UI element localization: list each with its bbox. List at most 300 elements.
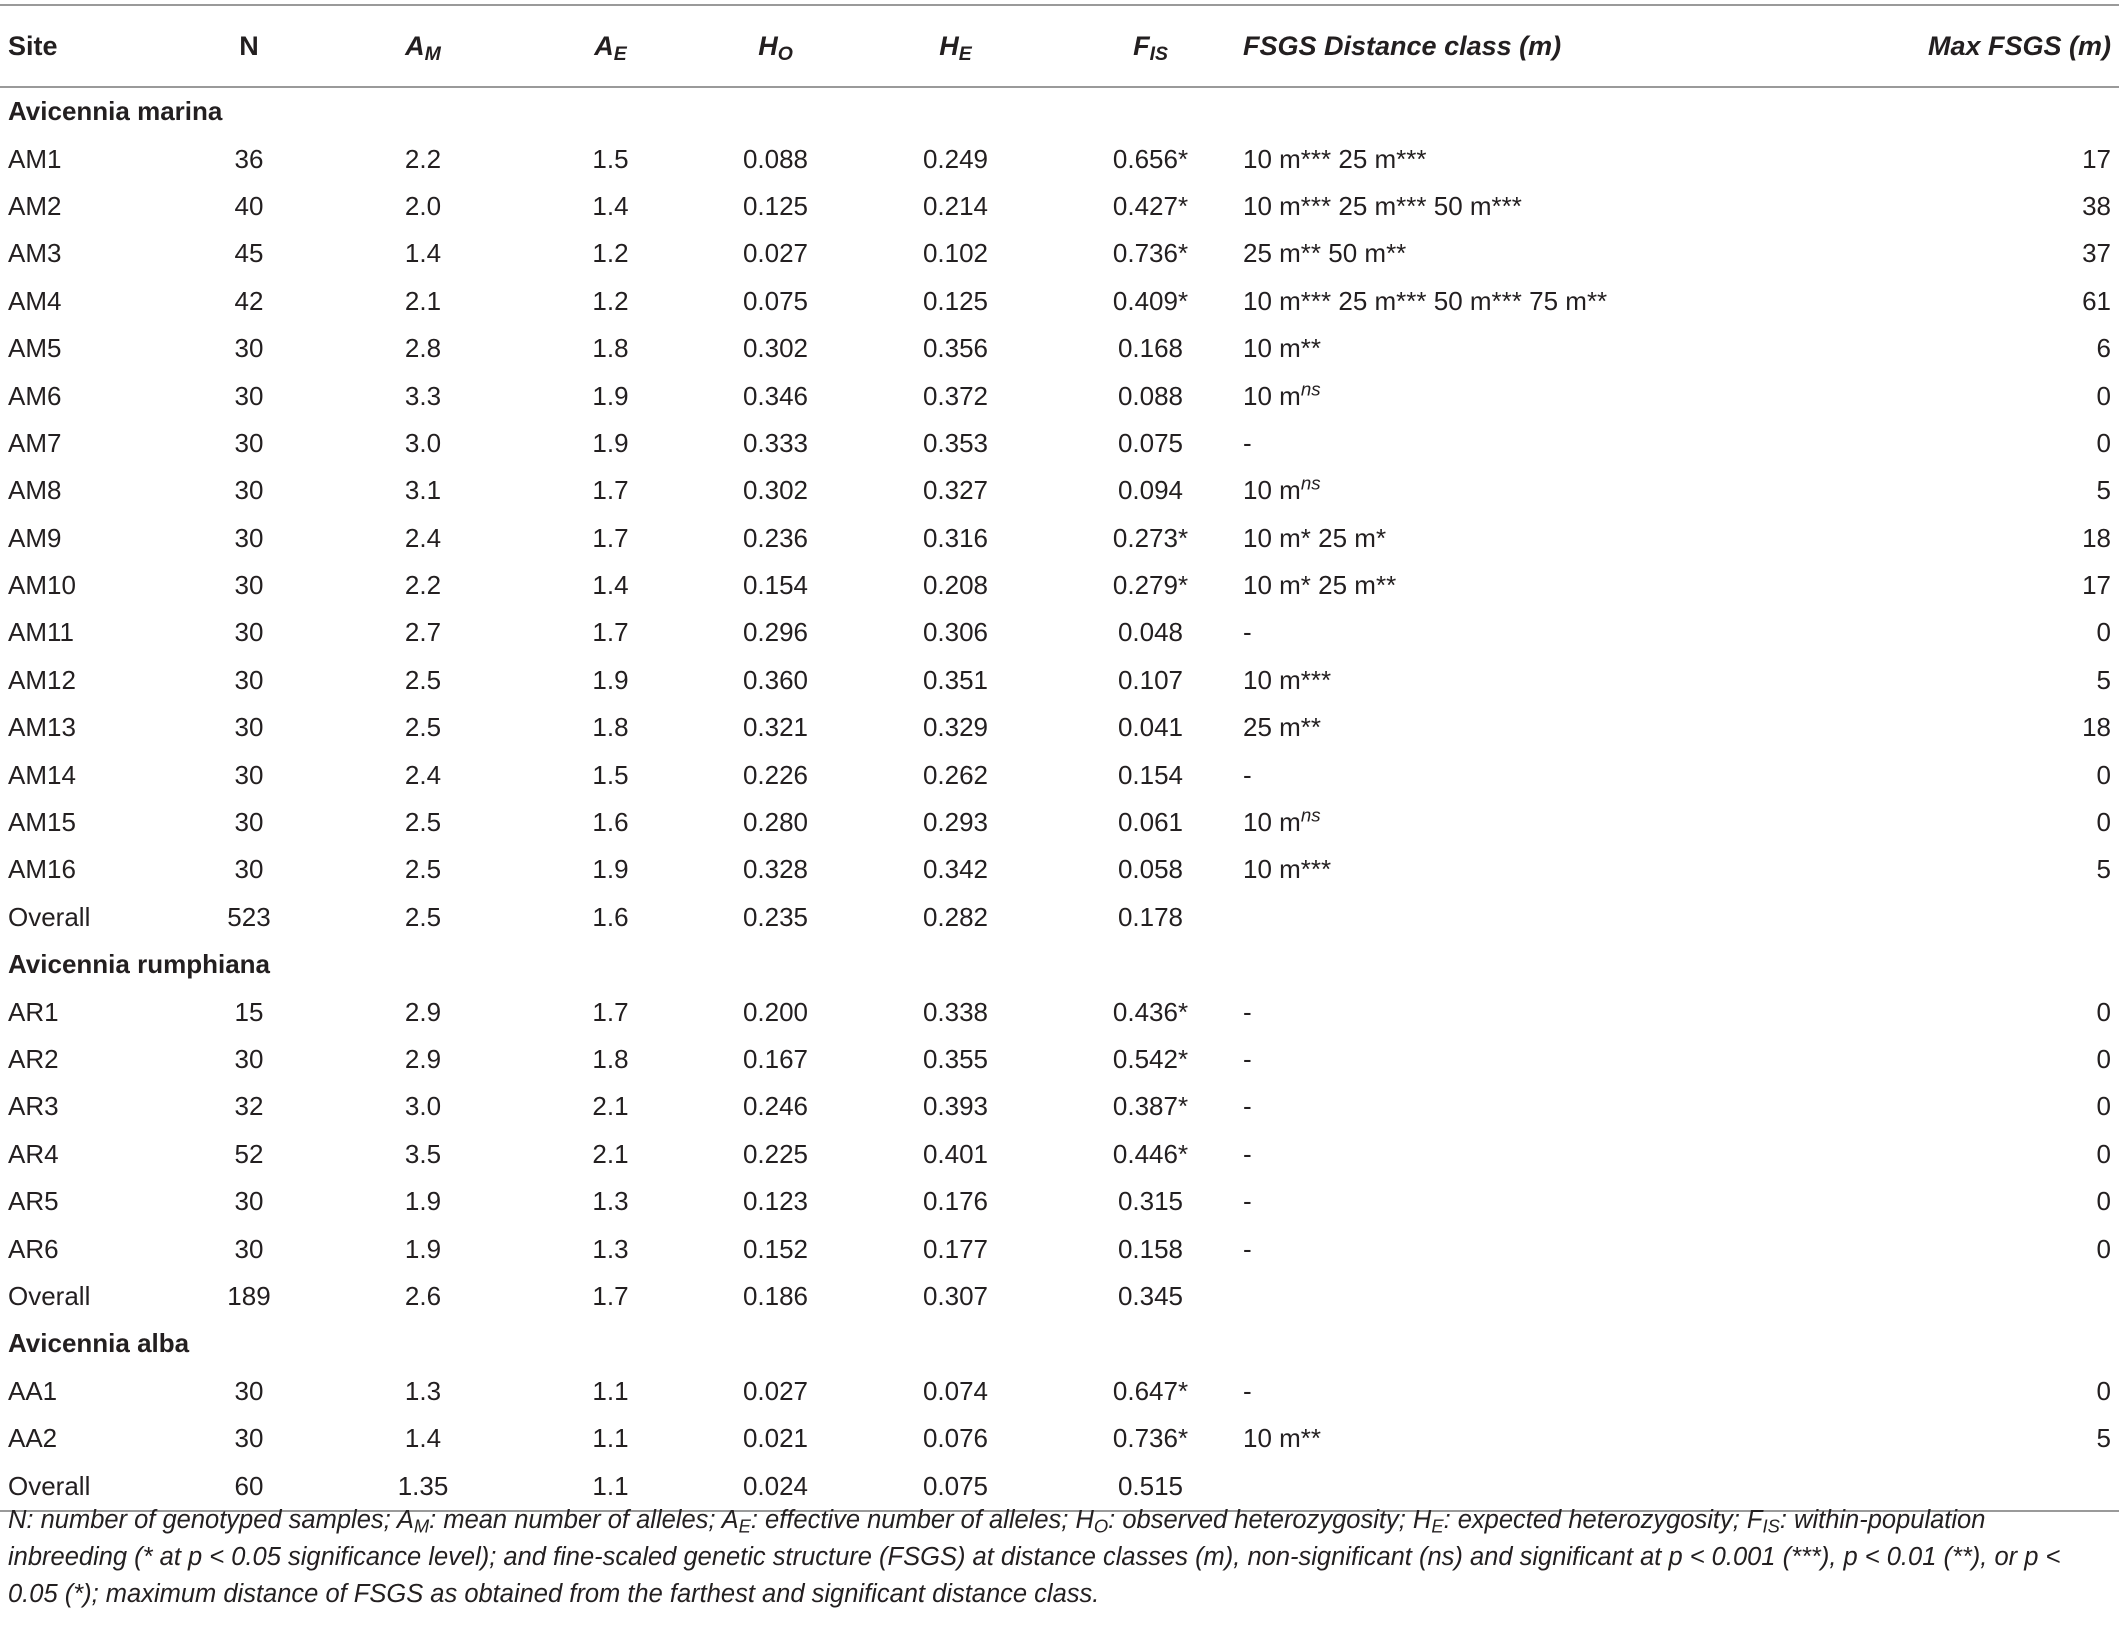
cell-site: AR3 <box>8 1091 59 1122</box>
cell-fis: 0.058 <box>1117 854 1184 885</box>
cell-ae: 1.4 <box>592 190 629 221</box>
cell-max-fsgs: 18 <box>2082 712 2111 743</box>
table-row <box>0 183 2119 230</box>
cell-fis: 0.041 <box>1117 712 1184 743</box>
table-row <box>0 1083 2119 1130</box>
cell-am: 2.9 <box>404 1044 442 1074</box>
table-row <box>0 609 2119 656</box>
cell-n: 30 <box>234 1186 264 1217</box>
cell-fis: 0.075 <box>1117 427 1184 458</box>
cell-distance-class <box>1243 894 1769 941</box>
cell-am: 1.9 <box>404 1186 442 1217</box>
cell-max-fsgs: 0 <box>2096 1044 2111 1074</box>
table-row <box>0 278 2119 325</box>
distance-text: 25 m** 50 m** <box>1243 238 1407 269</box>
distance-text: - <box>1243 1091 1252 1122</box>
cell-ae: 1.5 <box>592 143 629 174</box>
header-ho: $H_O$ <box>698 5 853 87</box>
cell-ho: 0.154 <box>742 570 809 601</box>
cell-n: 32 <box>234 1091 264 1122</box>
cell-ae: 1.2 <box>592 285 629 316</box>
table-body <box>0 87 2119 1511</box>
cell-site: AM4 <box>8 285 62 316</box>
distance-text: 10 m <box>1243 475 1301 506</box>
cell-fis: 0.736* <box>1112 238 1189 269</box>
cell-he: 0.125 <box>922 285 989 316</box>
cell-fis: 0.158 <box>1117 1233 1184 1264</box>
cell-site: AM13 <box>8 712 76 743</box>
table-row <box>0 751 2119 798</box>
table-row <box>0 988 2119 1035</box>
cell-ae: 1.7 <box>592 1280 629 1311</box>
cell-site: AM1 <box>8 143 62 174</box>
cell-max-fsgs: 0 <box>2096 1091 2111 1122</box>
cell-am: 3.0 <box>404 1091 442 1122</box>
cell-he: 0.249 <box>922 143 989 174</box>
distance-text: 10 m <box>1243 380 1301 411</box>
cell-n: 30 <box>234 380 264 411</box>
cell-distance-class <box>1243 1036 1769 1083</box>
cell-n: 30 <box>234 759 264 790</box>
cell-site: AM9 <box>8 522 62 553</box>
cell-max-fsgs: 17 <box>2082 570 2111 601</box>
group-row <box>0 87 2119 135</box>
cell-distance-class <box>1243 1083 1769 1130</box>
cell-n: 30 <box>234 333 264 364</box>
table-row <box>0 1368 2119 1415</box>
cell-ho: 0.167 <box>742 1044 809 1074</box>
cell-am: 2.9 <box>404 996 442 1027</box>
header-am: $A_M$ <box>323 5 523 87</box>
cell-site: AM14 <box>8 759 76 790</box>
cell-he: 0.338 <box>922 996 989 1027</box>
header-row <box>0 5 2119 87</box>
cell-ae: 1.2 <box>592 238 629 269</box>
table-row <box>0 1036 2119 1083</box>
cell-he: 0.076 <box>922 1423 989 1454</box>
cell-he: 0.306 <box>922 617 989 648</box>
cell-max-fsgs: 5 <box>2096 854 2111 885</box>
group-title: Avicennia alba <box>8 1328 190 1359</box>
cell-ae: 2.1 <box>592 1091 629 1122</box>
cell-he: 0.208 <box>922 570 989 601</box>
group-title: Avicennia rumphiana <box>8 949 270 980</box>
cell-site: AR6 <box>8 1233 59 1264</box>
cell-am: 1.4 <box>404 238 442 269</box>
cell-ae: 1.9 <box>592 854 629 885</box>
cell-am: 3.0 <box>404 427 442 458</box>
cell-am: 2.5 <box>404 807 442 838</box>
cell-fis: 0.048 <box>1117 617 1184 648</box>
cell-distance-class <box>1243 1178 1769 1225</box>
cell-ho: 0.328 <box>742 854 809 885</box>
cell-distance-class <box>1243 1225 1769 1272</box>
cell-distance-class <box>1243 799 1769 846</box>
cell-distance-class <box>1243 1273 1769 1320</box>
cell-ae: 1.1 <box>523 1462 698 1510</box>
cell-site: Overall <box>8 1280 91 1311</box>
cell-site: Overall <box>8 901 91 932</box>
cell-he: 0.074 <box>922 1375 989 1406</box>
cell-max-fsgs: 6 <box>2096 333 2111 364</box>
cell-max-fsgs: 0 <box>2096 617 2111 648</box>
cell-ho: 0.027 <box>742 1375 809 1406</box>
table-row <box>0 846 2119 893</box>
distance-text: 25 m** <box>1243 712 1322 743</box>
cell-ho: 0.296 <box>742 617 809 648</box>
cell-ae: 1.7 <box>592 617 629 648</box>
cell-max-fsgs: 5 <box>2096 1423 2111 1454</box>
cell-max-fsgs: 5 <box>2096 475 2111 506</box>
table-row <box>0 325 2119 372</box>
cell-max-fsgs: 18 <box>2082 522 2111 553</box>
table-row <box>0 1225 2119 1272</box>
table-row <box>0 372 2119 419</box>
cell-distance-class <box>1243 1131 1769 1178</box>
cell-fis: 0.446* <box>1112 1138 1189 1169</box>
cell-ho: 0.186 <box>742 1280 809 1311</box>
cell-am: 2.8 <box>404 333 442 364</box>
cell-ho: 0.246 <box>742 1091 809 1122</box>
cell-fis: 0.315 <box>1117 1186 1184 1217</box>
table-footnote: N: number of genotyped samples; $A_M$: mean number of alleles; $A_E$: effective number of alleles; $H_O$: observed heterozygosity; $H_E$: expected heterozygosity; $F_{IS}$: within-population inbreeding (* at p < 0.05 significance level); and fine-scaled genetic structure (FSGS) at distance classes (m), non-significant (ns) and significant at p < 0.001 (***), p < 0.01 (**), or p < 0.05 (*); maximum distance of FSGS as obtained from the farthest and significant distance class. <box>8 1506 2061 1608</box>
cell-site: Overall <box>0 1462 175 1510</box>
cell-ae: 1.8 <box>592 333 629 364</box>
cell-max-fsgs <box>1769 1273 2119 1320</box>
cell-he: 0.342 <box>922 854 989 885</box>
cell-ho: 0.152 <box>742 1233 809 1264</box>
cell-he: 0.353 <box>922 427 989 458</box>
cell-site: AM6 <box>8 380 62 411</box>
cell-ae: 1.6 <box>592 901 629 932</box>
cell-ho: 0.360 <box>742 664 809 695</box>
cell-n: 30 <box>234 712 264 743</box>
header-fis: $F_{IS}$ <box>1058 5 1243 87</box>
cell-am: 2.5 <box>404 712 442 743</box>
cell-am: 1.35 <box>323 1462 523 1510</box>
cell-ho: 0.024 <box>698 1462 853 1510</box>
cell-he: 0.177 <box>922 1233 989 1264</box>
cell-site: AM3 <box>8 238 62 269</box>
cell-n: 36 <box>234 143 264 174</box>
cell-n: 45 <box>234 238 264 269</box>
cell-he: 0.282 <box>922 901 989 932</box>
distance-text: 10 m*** <box>1243 664 1332 695</box>
cell-distance-class <box>1243 278 1769 325</box>
cell-n: 60 <box>175 1462 323 1510</box>
cell-ho: 0.235 <box>742 901 809 932</box>
cell-ae: 1.5 <box>592 759 629 790</box>
cell-distance-class <box>1243 515 1769 562</box>
cell-distance-class <box>1243 704 1769 751</box>
cell-ae: 1.8 <box>592 1044 629 1074</box>
cell-distance-class <box>1243 183 1769 230</box>
cell-ae: 1.9 <box>592 427 629 458</box>
cell-distance-class <box>1243 751 1769 798</box>
cell-fis: 0.542* <box>1112 1044 1189 1074</box>
distance-text: - <box>1243 427 1252 458</box>
header-n: N <box>175 5 323 87</box>
table-row <box>0 704 2119 751</box>
cell-site: AR5 <box>8 1186 59 1217</box>
distance-significance: ns <box>1300 472 1321 494</box>
cell-am: 2.2 <box>404 143 442 174</box>
table-row <box>0 562 2119 609</box>
cell-max-fsgs: 0 <box>2096 427 2111 458</box>
cell-distance-class <box>1243 846 1769 893</box>
distance-text: - <box>1243 1138 1252 1169</box>
table-row <box>0 1415 2119 1462</box>
cell-he: 0.316 <box>922 522 989 553</box>
cell-am: 1.4 <box>404 1423 442 1454</box>
cell-distance-class <box>1243 325 1769 372</box>
cell-he: 0.351 <box>922 664 989 695</box>
table-row <box>0 467 2119 514</box>
cell-n: 30 <box>234 1044 264 1074</box>
cell-n: 189 <box>227 1280 271 1311</box>
cell-ho: 0.321 <box>742 712 809 743</box>
cell-ae: 1.7 <box>592 475 629 506</box>
distance-text: 10 m*** 25 m*** <box>1243 143 1427 174</box>
distance-text: - <box>1243 1233 1252 1264</box>
cell-ae: 1.7 <box>592 522 629 553</box>
cell-max-fsgs: 0 <box>2096 1138 2111 1169</box>
cell-n: 30 <box>234 427 264 458</box>
cell-am: 3.5 <box>404 1138 442 1169</box>
cell-max-fsgs: 5 <box>2096 664 2111 695</box>
group-row <box>0 941 2119 988</box>
cell-he: 0.075 <box>853 1462 1058 1510</box>
cell-site: AM8 <box>8 475 62 506</box>
cell-ho: 0.021 <box>742 1423 809 1454</box>
cell-ho: 0.123 <box>742 1186 809 1217</box>
group-row <box>0 1320 2119 1367</box>
cell-fis: 0.736* <box>1112 1423 1189 1454</box>
cell-n: 52 <box>234 1138 264 1169</box>
cell-he: 0.393 <box>922 1091 989 1122</box>
cell-ho: 0.225 <box>742 1138 809 1169</box>
cell-max-fsgs: 0 <box>2096 759 2111 790</box>
cell-n: 30 <box>234 522 264 553</box>
cell-max-fsgs: 0 <box>2096 1233 2111 1264</box>
cell-distance-class <box>1243 420 1769 467</box>
table-row <box>0 894 2119 941</box>
cell-distance-class <box>1243 609 1769 656</box>
cell-am: 1.3 <box>404 1375 442 1406</box>
cell-am: 2.7 <box>404 617 442 648</box>
cell-he: 0.102 <box>922 238 989 269</box>
table-row <box>0 1131 2119 1178</box>
cell-ho: 0.088 <box>742 143 809 174</box>
cell-fis: 0.279* <box>1112 570 1189 601</box>
cell-he: 0.356 <box>922 333 989 364</box>
table-row <box>0 1178 2119 1225</box>
cell-distance-class <box>1243 372 1769 419</box>
cell-ho: 0.200 <box>742 996 809 1027</box>
cell-am: 2.0 <box>404 190 442 221</box>
cell-ae: 1.1 <box>592 1423 629 1454</box>
cell-fis: 0.387* <box>1112 1091 1189 1122</box>
table-row <box>0 799 2119 846</box>
cell-max-fsgs: 61 <box>2082 285 2111 316</box>
header-ae: $A_E$ <box>523 5 698 87</box>
cell-max-fsgs: 17 <box>2082 143 2111 174</box>
cell-site: AM16 <box>8 854 76 885</box>
cell-distance-class <box>1243 135 1769 182</box>
cell-site: AR2 <box>8 1044 59 1074</box>
cell-am: 2.4 <box>404 759 442 790</box>
cell-n: 42 <box>234 285 264 316</box>
distance-text: 10 m*** 25 m*** 50 m*** 75 m** <box>1243 285 1608 316</box>
cell-fis: 0.656* <box>1112 143 1189 174</box>
cell-distance-class <box>1243 1368 1769 1415</box>
cell-he: 0.262 <box>922 759 989 790</box>
header-max-fsgs: Max FSGS (m) <box>1769 5 2119 87</box>
cell-he: 0.329 <box>922 712 989 743</box>
cell-fis: 0.094 <box>1117 475 1184 506</box>
cell-n: 30 <box>234 475 264 506</box>
cell-fis: 0.107 <box>1117 664 1184 695</box>
distance-text: - <box>1243 1044 1252 1074</box>
cell-he: 0.372 <box>922 380 989 411</box>
cell-ho: 0.302 <box>742 475 809 506</box>
cell-site: AA2 <box>8 1423 58 1454</box>
cell-he: 0.176 <box>922 1186 989 1217</box>
distance-text: - <box>1243 996 1252 1027</box>
cell-ho: 0.226 <box>742 759 809 790</box>
distance-text: - <box>1243 759 1252 790</box>
distance-text: 10 m*** <box>1243 854 1332 885</box>
cell-site: AM2 <box>8 190 62 221</box>
cell-max-fsgs <box>1769 894 2119 941</box>
cell-am: 1.9 <box>404 1233 442 1264</box>
cell-fis: 0.427* <box>1112 190 1189 221</box>
distance-text: - <box>1243 1186 1252 1217</box>
cell-n: 30 <box>234 854 264 885</box>
cell-distance-class <box>1243 562 1769 609</box>
cell-site: AM11 <box>8 617 74 648</box>
table-row <box>0 515 2119 562</box>
distance-text: 10 m* 25 m* <box>1243 522 1387 553</box>
header-site: Site <box>0 5 175 87</box>
cell-max-fsgs: 0 <box>2096 1375 2111 1406</box>
distance-text: - <box>1243 617 1252 648</box>
cell-distance-class <box>1243 657 1769 704</box>
cell-fis: 0.647* <box>1112 1375 1189 1406</box>
cell-n: 30 <box>234 1375 264 1406</box>
cell-ae: 1.3 <box>592 1233 629 1264</box>
cell-distance-class <box>1243 230 1769 277</box>
cell-he: 0.307 <box>922 1280 989 1311</box>
cell-site: AM7 <box>8 427 62 458</box>
cell-ae: 1.3 <box>592 1186 629 1217</box>
cell-max-fsgs: 0 <box>2096 996 2111 1027</box>
cell-fis: 0.168 <box>1117 333 1184 364</box>
cell-fis: 0.178 <box>1117 901 1184 932</box>
cell-fis: 0.088 <box>1117 380 1184 411</box>
data-table <box>0 4 2119 1512</box>
cell-am: 2.2 <box>404 570 442 601</box>
cell-distance-class <box>1243 988 1769 1035</box>
distance-significance: ns <box>1300 804 1321 826</box>
cell-fis: 0.436* <box>1112 996 1189 1027</box>
cell-fis: 0.273* <box>1112 522 1189 553</box>
cell-he: 0.327 <box>922 475 989 506</box>
cell-ae: 1.9 <box>592 380 629 411</box>
header-he: $H_E$ <box>853 5 1058 87</box>
cell-max-fsgs: 38 <box>2082 190 2111 221</box>
cell-ae: 1.6 <box>592 807 629 838</box>
cell-site: AA1 <box>8 1375 58 1406</box>
cell-ho: 0.333 <box>742 427 809 458</box>
cell-he: 0.293 <box>922 807 989 838</box>
cell-max-fsgs: 37 <box>2082 238 2111 269</box>
cell-ae: 1.9 <box>592 664 629 695</box>
cell-am: 2.5 <box>404 664 442 695</box>
cell-site: AR4 <box>8 1138 59 1169</box>
cell-distance-class <box>1243 1415 1769 1462</box>
cell-n: 523 <box>227 901 271 932</box>
cell-site: AR1 <box>8 996 59 1027</box>
distance-text: 10 m** <box>1243 333 1322 364</box>
cell-am: 2.4 <box>404 522 442 553</box>
cell-ho: 0.280 <box>742 807 809 838</box>
cell-fis: 0.154 <box>1117 759 1184 790</box>
cell-max-fsgs: 0 <box>2096 1186 2111 1217</box>
cell-am: 2.5 <box>404 901 442 932</box>
cell-n: 30 <box>234 1423 264 1454</box>
cell-ho: 0.346 <box>742 380 809 411</box>
cell-site: AM5 <box>8 333 62 364</box>
table-row <box>0 135 2119 182</box>
cell-site: AM12 <box>8 664 76 695</box>
cell-site: AM15 <box>8 807 76 838</box>
cell-ho: 0.302 <box>742 333 809 364</box>
table-row <box>0 420 2119 467</box>
distance-text: - <box>1243 1375 1252 1406</box>
distance-text: 10 m* 25 m** <box>1243 570 1397 601</box>
distance-text: 10 m** <box>1243 1423 1322 1454</box>
cell-n: 30 <box>234 1233 264 1264</box>
cell-n: 30 <box>234 807 264 838</box>
cell-n: 15 <box>234 996 264 1027</box>
cell-fis: 0.409* <box>1112 285 1189 316</box>
cell-distance-class <box>1243 467 1769 514</box>
cell-am: 2.5 <box>404 854 442 885</box>
cell-n: 30 <box>234 617 264 648</box>
cell-he: 0.214 <box>922 190 989 221</box>
cell-max-fsgs: 0 <box>2096 380 2111 411</box>
cell-site: AM10 <box>8 570 76 601</box>
cell-n: 30 <box>234 570 264 601</box>
cell-n: 40 <box>234 190 264 221</box>
cell-n: 30 <box>234 664 264 695</box>
distance-text: 10 m*** 25 m*** 50 m*** <box>1243 190 1522 221</box>
table-row <box>0 657 2119 704</box>
table-row <box>0 1273 2119 1320</box>
cell-ho: 0.027 <box>742 238 809 269</box>
cell-ae: 2.1 <box>592 1138 629 1169</box>
cell-he: 0.401 <box>922 1138 989 1169</box>
cell-he: 0.355 <box>922 1044 989 1074</box>
cell-ae: 1.7 <box>592 996 629 1027</box>
cell-am: 2.1 <box>404 285 442 316</box>
distance-significance: ns <box>1300 378 1321 400</box>
cell-am: 3.1 <box>404 475 442 506</box>
header-distance-class: FSGS Distance class (m) <box>1243 5 1769 87</box>
cell-ho: 0.075 <box>742 285 809 316</box>
cell-ae: 1.1 <box>592 1375 629 1406</box>
